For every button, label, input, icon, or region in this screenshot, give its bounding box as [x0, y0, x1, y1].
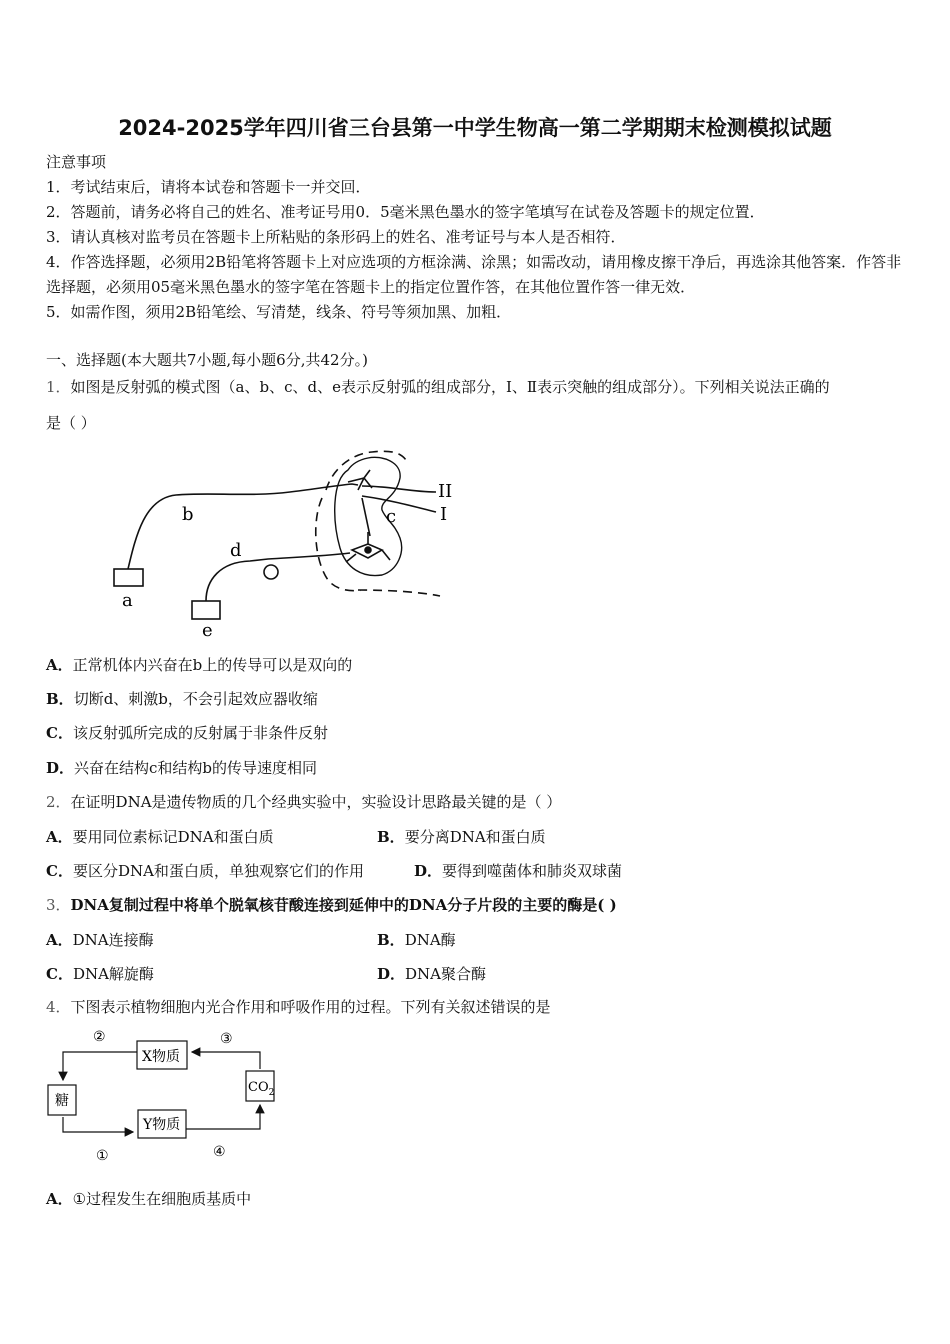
- option-letter: B．: [377, 828, 405, 846]
- q2-option-b[interactable]: [377, 826, 546, 847]
- notes-item: 3．请认真核对监考员在答题卡上所粘贴的条形码上的姓名、准考证号与本人是否相符．: [46, 228, 626, 246]
- q4-stem-text: 下图表示植物细胞内光合作用和呼吸作用的过程。下列有关叙述错误的是: [70, 998, 551, 1016]
- interneuron-c: [362, 498, 370, 536]
- q4-stem: [46, 997, 551, 1017]
- q1-stem: [46, 377, 830, 397]
- option-text: 要得到噬菌体和肺炎双球菌: [442, 862, 623, 880]
- notes-item: 4．作答选择题，必须用2B铅笔将答题卡上对应选项的方框涂满、涂黑；如需改动，请用橡皮擦干净后，再选涂其他答案．作答非选择题，必须用05毫米黑色墨水的签字笔在答题卡上的指定位置作答，在其他位置作答一律无效．: [46, 253, 902, 296]
- arrow-process-1: [63, 1117, 133, 1132]
- label-c: c: [386, 506, 397, 527]
- option-letter: A．: [46, 656, 73, 674]
- q1-option-b[interactable]: [46, 688, 318, 709]
- option-letter: D．: [377, 965, 406, 983]
- q3-option-d[interactable]: [377, 963, 486, 984]
- q2-option-d[interactable]: [414, 860, 622, 881]
- q1-stem-line2: 是（ ）: [46, 414, 96, 432]
- notes-block: [46, 150, 916, 325]
- leader-line-I: [362, 496, 436, 512]
- option-text: 切断d、刺激b，不会引起效应器收缩: [73, 690, 318, 708]
- option-text: 要区分DNA和蛋白质，单独观察它们的作用: [72, 862, 364, 880]
- notes-item: 5．如需作图，须用2B铅笔绘、写清楚，线条、符号等须加黑、加粗．: [46, 303, 512, 321]
- option-text: 要分离DNA和蛋白质: [404, 828, 546, 846]
- q1-number: 1．: [46, 378, 71, 396]
- q2-stem-text: 在证明DNA是遗传物质的几个经典实验中，实验设计思路最关键的是（ ）: [70, 793, 562, 811]
- arrow-process-3: [192, 1052, 260, 1069]
- option-text: 兴奋在结构c和结构b的传导速度相同: [74, 759, 318, 777]
- label-b: b: [182, 504, 194, 525]
- section-heading: 一、选择题(本大题共7小题,每小题6分,共42分。): [46, 351, 368, 369]
- q2-number: 2．: [46, 793, 71, 811]
- q3-option-b[interactable]: [377, 929, 456, 950]
- y-substance-label: Y物质: [143, 1117, 181, 1133]
- option-letter: D．: [46, 759, 75, 777]
- option-text: ①过程发生在细胞质基质中: [72, 1190, 252, 1208]
- notes-item: 2．答题前，请务必将自己的姓名、准考证号用0．5毫米黑色墨水的签字笔填写在试卷及答题卡的规定位置．: [46, 203, 765, 221]
- q1-stem-line1: 如图是反射弧的模式图（a、b、c、d、e表示反射弧的组成部分，Ⅰ、Ⅱ表示突触的组成部分）。下列相关说法正确的: [70, 378, 830, 396]
- q2-option-c[interactable]: [46, 860, 364, 881]
- option-text: DNA酶: [404, 931, 456, 949]
- q3-stem-text: DNA复制过程中将单个脱氧核苷酸连接到延伸中的DNA分子片段的主要的酶是( ): [70, 896, 617, 914]
- option-letter: C．: [46, 724, 73, 742]
- q2-option-a[interactable]: [46, 826, 274, 847]
- q1-option-d[interactable]: [46, 757, 317, 778]
- label-II: II: [438, 481, 453, 502]
- notes-item: 1．考试结束后，请将本试卷和答题卡一并交回．: [46, 178, 371, 196]
- label-a: a: [122, 590, 133, 611]
- q4-option-a[interactable]: [46, 1188, 251, 1209]
- option-letter: D．: [414, 862, 443, 880]
- marker-2: ②: [93, 1029, 106, 1045]
- photosynthesis-cycle-figure: [40, 1025, 290, 1170]
- q1-option-c[interactable]: [46, 722, 328, 743]
- effector-e-box: [192, 601, 220, 619]
- q1-option-a[interactable]: [46, 654, 352, 675]
- option-text: DNA解旋酶: [72, 965, 154, 983]
- page-title: 2024-2025学年四川省三台县第一中学生物高一第二学期期末检测模拟试题: [118, 116, 832, 140]
- receptor-a-box: [114, 569, 143, 586]
- label-e: e: [202, 620, 213, 641]
- neuron-upper: [348, 470, 372, 490]
- co2-label: $CO_2$: [248, 1080, 275, 1098]
- leader-line-II: [362, 486, 436, 492]
- option-letter: B．: [46, 690, 74, 708]
- reflex-arc-figure: [100, 440, 480, 645]
- option-letter: A．: [46, 1190, 73, 1208]
- label-I: I: [440, 504, 448, 525]
- ganglion-marker: [264, 565, 278, 579]
- sugar-label: 糖: [55, 1093, 69, 1109]
- option-letter: A．: [46, 931, 73, 949]
- q2-stem: [46, 792, 561, 812]
- q3-option-c[interactable]: [46, 963, 154, 984]
- q3-stem: [46, 895, 617, 915]
- q4-number: 4．: [46, 998, 71, 1016]
- notes-heading: 注意事项: [46, 153, 107, 171]
- neuron-lower-nucleus: [365, 547, 371, 553]
- arrow-process-4: [186, 1105, 260, 1129]
- option-letter: C．: [46, 965, 73, 983]
- marker-4: ④: [213, 1144, 226, 1160]
- x-substance-label: X物质: [142, 1049, 180, 1065]
- q3-option-a[interactable]: [46, 929, 154, 950]
- label-d: d: [230, 540, 242, 561]
- option-text: 该反射弧所完成的反射属于非条件反射: [72, 724, 328, 742]
- option-text: DNA聚合酶: [405, 965, 486, 983]
- arrow-process-2: [63, 1052, 137, 1080]
- option-letter: B．: [377, 931, 405, 949]
- option-text: 正常机体内兴奋在b上的传导可以是双向的: [72, 656, 353, 674]
- option-letter: A．: [46, 828, 73, 846]
- option-text: DNA连接酶: [72, 931, 154, 949]
- marker-3: ③: [220, 1031, 233, 1047]
- option-letter: C．: [46, 862, 73, 880]
- option-text: 要用同位素标记DNA和蛋白质: [72, 828, 274, 846]
- efferent-fiber-d: [206, 553, 350, 601]
- marker-1: ①: [96, 1148, 109, 1164]
- q3-number: 3．: [46, 896, 71, 914]
